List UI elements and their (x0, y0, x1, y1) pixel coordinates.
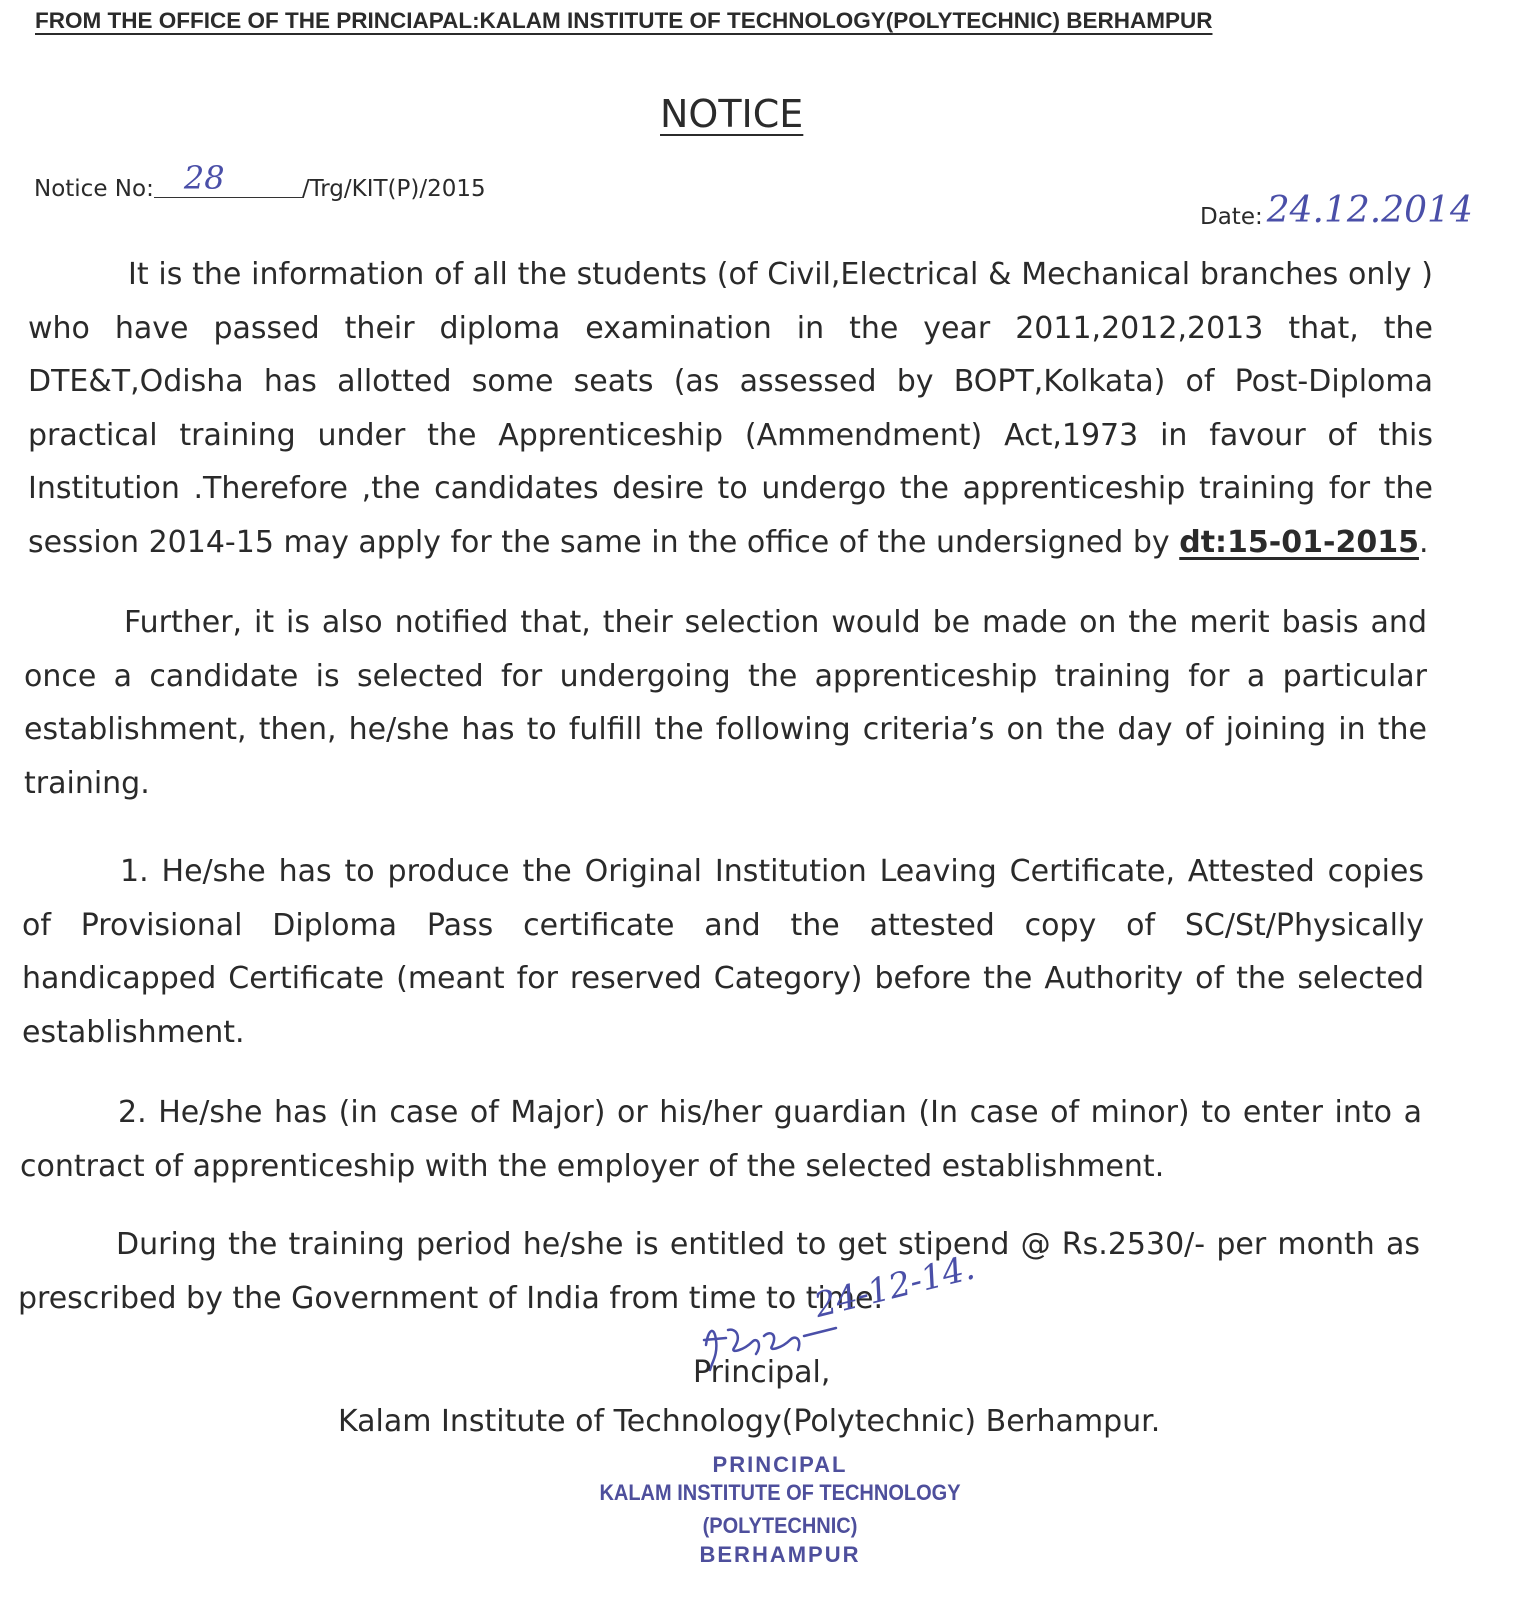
principal-stamp (560, 1450, 1000, 1570)
date-line (1200, 190, 1473, 231)
institute-name: Kalam Institute of Technology(Polytechnic) Berhampur. (338, 1404, 1161, 1439)
stamp-line-3: BERHAMPUR (699, 1542, 861, 1567)
notice-title: NOTICE (660, 92, 804, 136)
criteria-item-1: 1. He/she has to produce the Original Institution Leaving Certificate, Attested copies of Provisional Diploma Pass certificate and the attested copy of SC/St/Physically handicapped Certificate (meant for reserved Category) before the Authority of the selected establishment. (22, 854, 1424, 1050)
notice-number-label: Notice No: (34, 176, 154, 202)
notice-number-suffix: /Trg/KIT(P)/2015 (301, 176, 486, 202)
paragraph-stipend: During the training period he/she is entitled to get stipend @ Rs.2530/- per month as prescribed by the Government of India from time to time. (18, 1227, 1420, 1316)
notice-number-handwritten: 28 (183, 159, 225, 197)
date-label: Date: (1200, 204, 1263, 230)
deadline-date: dt:15-01-2015 (1179, 524, 1419, 560)
stamp-line-1: PRINCIPAL (712, 1452, 848, 1477)
criteria-item-2: 2. He/she has (in case of Major) or his/her guardian (In case of minor) to enter into a contract of apprenticeship with the employer of the selected establishment. (20, 1095, 1422, 1184)
stamp-line-2: KALAM INSTITUTE OF TECHNOLOGY (POLYTECHNIC) (599, 1481, 961, 1539)
paragraph-selection: Further, it is also notified that, their selection would be made on the merit basis and once a candidate is selected for undergoing the apprenticeship training for a particular establishment, then, he/she has to fulfill the following criteria’s on the day of joining in the training. (24, 605, 1427, 801)
paragraph-information-text: It is the information of all the students (of Civil,Electrical & Mechanical branches only ) who have passed their diploma examination in the year 2011,2012,2013 that, the DTE&T,Odisha has allotted some seats (as assessed by BOPT,Kolkata) of Post-Diploma practical training under the Apprenticeship (Ammendment) Act,1973 in favour of this Institution .Therefore ,the candidates desire to undergo the apprenticeship training for the session 2014-15 may apply for the same in the office of the undersigned by (28, 257, 1433, 560)
signature-date: 24-12-14. (810, 1247, 979, 1326)
notice-number-blank (154, 159, 302, 198)
paragraph-information-end: . (1418, 524, 1429, 560)
paragraph-information (28, 248, 1433, 569)
principal-label: Principal, (693, 1355, 831, 1390)
notice-number-line (34, 159, 486, 202)
office-header: FROM THE OFFICE OF THE PRINCIAPAL:KALAM INSTITUTE OF TECHNOLOGY(POLYTECHNIC) BERHAMPUR (35, 8, 1213, 33)
date-handwritten: 24.12.2014 (1266, 190, 1473, 231)
